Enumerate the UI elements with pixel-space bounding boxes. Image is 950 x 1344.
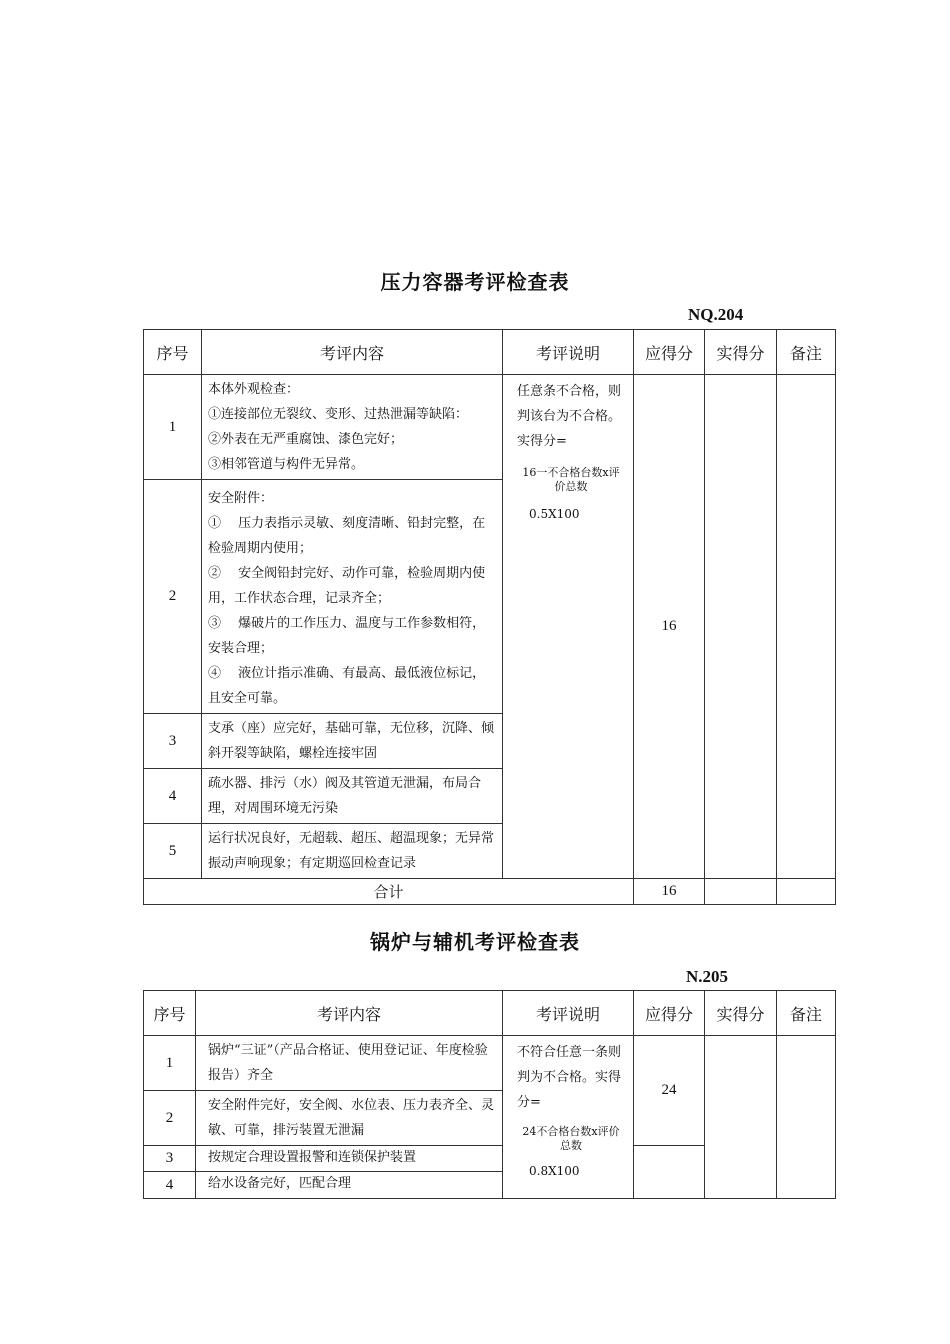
actual-score-cell — [705, 375, 777, 879]
table2-title: 锅炉与辅机考评检查表 — [370, 930, 580, 954]
row-content — [196, 1146, 503, 1172]
table1-title: 压力容器考评检查表 — [380, 270, 570, 294]
total-actual-cell — [705, 879, 777, 905]
content-line: 支承（座）应完好，基础可靠，无位移，沉降、倾斜开裂等缺陷，螺栓连接牢固 — [208, 721, 495, 761]
table2-header-row — [144, 991, 836, 1036]
total-label: 合计 — [144, 879, 634, 905]
row-number: 2 — [144, 480, 202, 714]
content-line: 安全附件： — [208, 491, 274, 506]
evaluation-description — [503, 375, 634, 879]
expected-score: 24 — [634, 1036, 705, 1146]
row-content — [196, 1091, 503, 1146]
table2 — [143, 990, 836, 1199]
header-content: 考评内容 — [196, 991, 503, 1036]
header-actual-score: 实得分 — [705, 991, 777, 1036]
header-remarks: 备注 — [777, 330, 836, 375]
actual-score-cell — [705, 1036, 777, 1199]
content-line: ①连接部位无裂纹、变形、过热泄漏等缺陷： — [208, 407, 469, 422]
description-factor: 0.5X100 — [529, 507, 580, 521]
content-line: 本体外观检查： — [208, 382, 300, 397]
description-text: 不符合任意一条则判为不合格。实得分= — [517, 1045, 622, 1110]
evaluation-description — [503, 1036, 634, 1199]
row-content — [202, 480, 503, 714]
content-line: ④ 液位计指示准确、有最高、最低液位标记，且安全可靠。 — [208, 666, 486, 706]
row-number: 1 — [144, 1036, 196, 1091]
row-content — [202, 769, 503, 824]
total-score: 16 — [634, 879, 705, 905]
row-content — [196, 1172, 503, 1199]
content-line: 安全附件完好，安全阀、水位表、压力表齐全、灵敏、可靠，排污装置无泄漏 — [208, 1098, 495, 1138]
header-actual-score: 实得分 — [705, 330, 777, 375]
remarks-cell — [777, 1036, 836, 1199]
row-number: 4 — [144, 769, 202, 824]
row-number: 4 — [144, 1172, 196, 1199]
row-number: 1 — [144, 375, 202, 480]
row-number: 5 — [144, 824, 202, 879]
table-row — [144, 375, 836, 480]
content-line: ②外表在无严重腐蚀、漆色完好； — [208, 432, 404, 447]
content-line: 运行状况良好，无超载、超压、超温现象；无异常振动声响现象；有定期巡回检查记录 — [208, 831, 495, 871]
row-content — [202, 824, 503, 879]
header-description: 考评说明 — [503, 991, 634, 1036]
row-content — [202, 714, 503, 769]
content-line: ① 压力表指示灵敏、刻度清晰、铅封完整，在检验周期内使用； — [208, 516, 486, 556]
table1-doc-number: NQ.204 — [688, 305, 744, 324]
header-description: 考评说明 — [503, 330, 634, 375]
row-number: 2 — [144, 1091, 196, 1146]
table1 — [143, 329, 836, 905]
row-number: 3 — [144, 714, 202, 769]
table-row — [144, 1036, 836, 1091]
description-text: 任意条不合格，则判该台为不合格。实得分= — [517, 384, 622, 449]
header-expected-score: 应得分 — [634, 330, 705, 375]
header-expected-score: 应得分 — [634, 991, 705, 1036]
header-no: 序号 — [144, 330, 202, 375]
total-remarks-cell — [777, 879, 836, 905]
table1-header-row — [144, 330, 836, 375]
row-number: 3 — [144, 1146, 196, 1172]
content-line: 给水设备完好，匹配合理 — [208, 1176, 352, 1191]
total-row — [144, 879, 836, 905]
header-no: 序号 — [144, 991, 196, 1036]
header-remarks: 备注 — [777, 991, 836, 1036]
expected-score-blank — [634, 1146, 705, 1199]
content-line: ② 安全阀铅封完好、动作可靠，检验周期内使用，工作状态合理，记录齐全； — [208, 566, 486, 606]
content-line: 按规定合理设置报警和连锁保护装置 — [208, 1150, 417, 1165]
row-content — [196, 1036, 503, 1091]
content-line: 锅炉“三证”（产品合格证、使用登记证、年度检验报告）齐全 — [208, 1043, 488, 1083]
table2-doc-number: N.205 — [686, 967, 729, 986]
expected-score: 16 — [634, 375, 705, 879]
content-line: 疏水器、排污（水）阀及其管道无泄漏，布局合理，对周围环境无污染 — [208, 776, 482, 816]
description-factor: 0.8X100 — [529, 1164, 580, 1178]
description-formula: 16一不合格台数x评价总数 — [522, 466, 620, 493]
content-line: ③相邻管道与构件无异常。 — [208, 457, 365, 472]
header-content: 考评内容 — [202, 330, 503, 375]
row-content — [202, 375, 503, 480]
description-formula: 24不合格台数x评价总数 — [522, 1125, 620, 1152]
content-line: ③ 爆破片的工作压力、温度与工作参数相符，安装合理； — [208, 616, 486, 656]
remarks-cell — [777, 375, 836, 879]
